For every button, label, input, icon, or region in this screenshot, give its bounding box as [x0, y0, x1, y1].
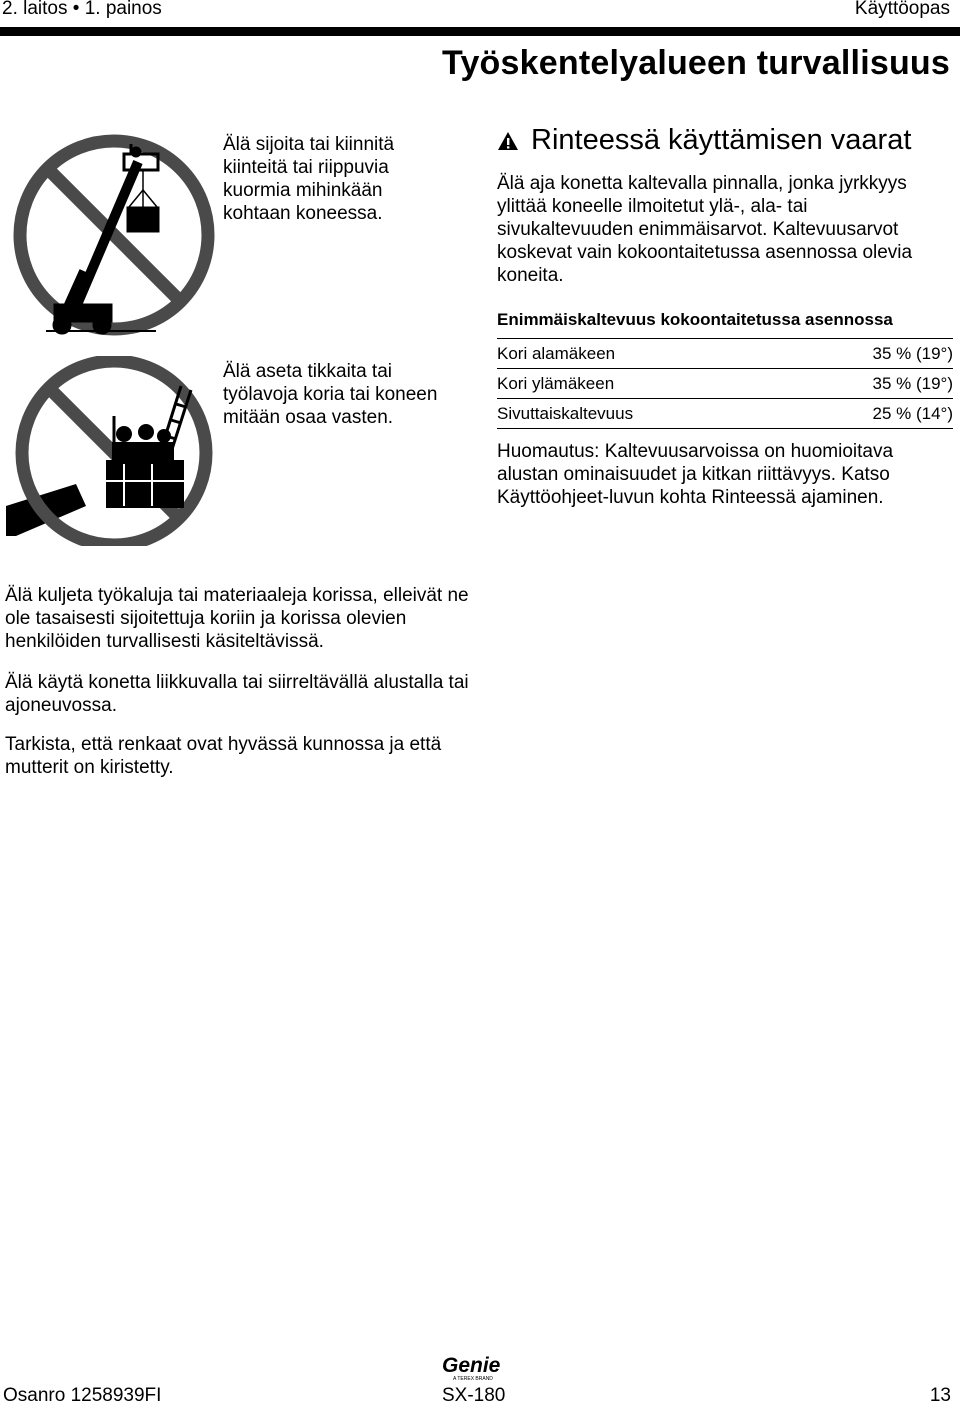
table-row-value: 35 % (19°): [872, 344, 953, 363]
table-row-label: Kori ylämäkeen: [497, 374, 615, 393]
footer-model: SX-180: [442, 1385, 506, 1406]
max-slope-table: [497, 310, 953, 429]
ladder-prohibition-illustration: [6, 356, 216, 546]
safety-paragraph-tools: Älä kuljeta työkaluja tai materiaaleja korissa, elleivät ne ole tasaisesti sijoitettuja koriin ja korissa olevien henkilöiden turvallisesti käsiteltävissä.: [5, 585, 469, 652]
prohibition-circle-icon: [20, 141, 208, 329]
warning-triangle-icon: [497, 131, 519, 151]
slope-note-text: Huomautus: Kaltevuusarvoissa on huomioitava alustan ominaisuudet ja kitkan riittävyys. Katso Käyttöohjeet-luvun kohta Rinteessä ajaminen.: [497, 441, 894, 508]
table-row-label: Kori alamäkeen: [497, 344, 616, 363]
footer-page-number: 13: [929, 1385, 951, 1406]
table-row: [497, 339, 953, 369]
table-heading: Enimmäiskaltevuus kokoontaitetussa asennossa: [497, 310, 953, 339]
boom-lift-icon: [46, 144, 159, 334]
figure-caption-ladder: Älä aseta tikkaita tai työlavoja koria tai koneen mitään osaa vasten.: [223, 361, 438, 428]
page-title: Työskentelyalueen turvallisuus: [442, 44, 950, 82]
slope-intro-text: Älä aja konetta kaltevalla pinnalla, jonka jyrkkyys ylittää koneelle ilmoitetut ylä-, ala- tai sivukaltevuuden enimmäisarvot. Kaltevuusarvot koskevat vain kokoontaitetussa asennossa olevia koneita.: [497, 173, 913, 286]
svg-text:Genie: Genie: [442, 1354, 501, 1377]
section-title-text: Rinteessä käyttämisen vaarat: [531, 124, 912, 156]
footer-part-number: Osanro 1258939FI: [3, 1385, 162, 1406]
table-row-value: 35 % (19°): [872, 374, 953, 393]
safety-paragraph-tires: Tarkista, että renkaat ovat hyvässä kunnossa ja että mutterit on kiristetty.: [5, 734, 442, 778]
header-rule: [0, 27, 960, 36]
workers-in-basket-icon: [102, 416, 188, 508]
svg-text:A TEREX BRAND: A TEREX BRAND: [453, 1376, 493, 1381]
table-row-value: 25 % (14°): [872, 404, 953, 423]
safety-paragraph-moving-surface: Älä käytä konetta liikkuvalla tai siirreltävällä alustalla tai ajoneuvossa.: [5, 672, 469, 716]
header-manual-title: Käyttöopas: [854, 0, 950, 19]
section-title-slope: [497, 124, 911, 157]
figure-caption-hanging-load: Älä sijoita tai kiinnitä kiinteitä tai riippuvia kuormia mihinkään kohtaan koneessa.: [223, 134, 395, 224]
table-row: [497, 399, 953, 429]
header-edition: 2. laitos • 1. painos: [2, 0, 162, 19]
table-row: [497, 369, 953, 399]
table-row-label: Sivuttaiskaltevuus: [497, 404, 634, 423]
genie-logo: [441, 1353, 515, 1381]
hanging-load-prohibition-illustration: [6, 132, 216, 344]
